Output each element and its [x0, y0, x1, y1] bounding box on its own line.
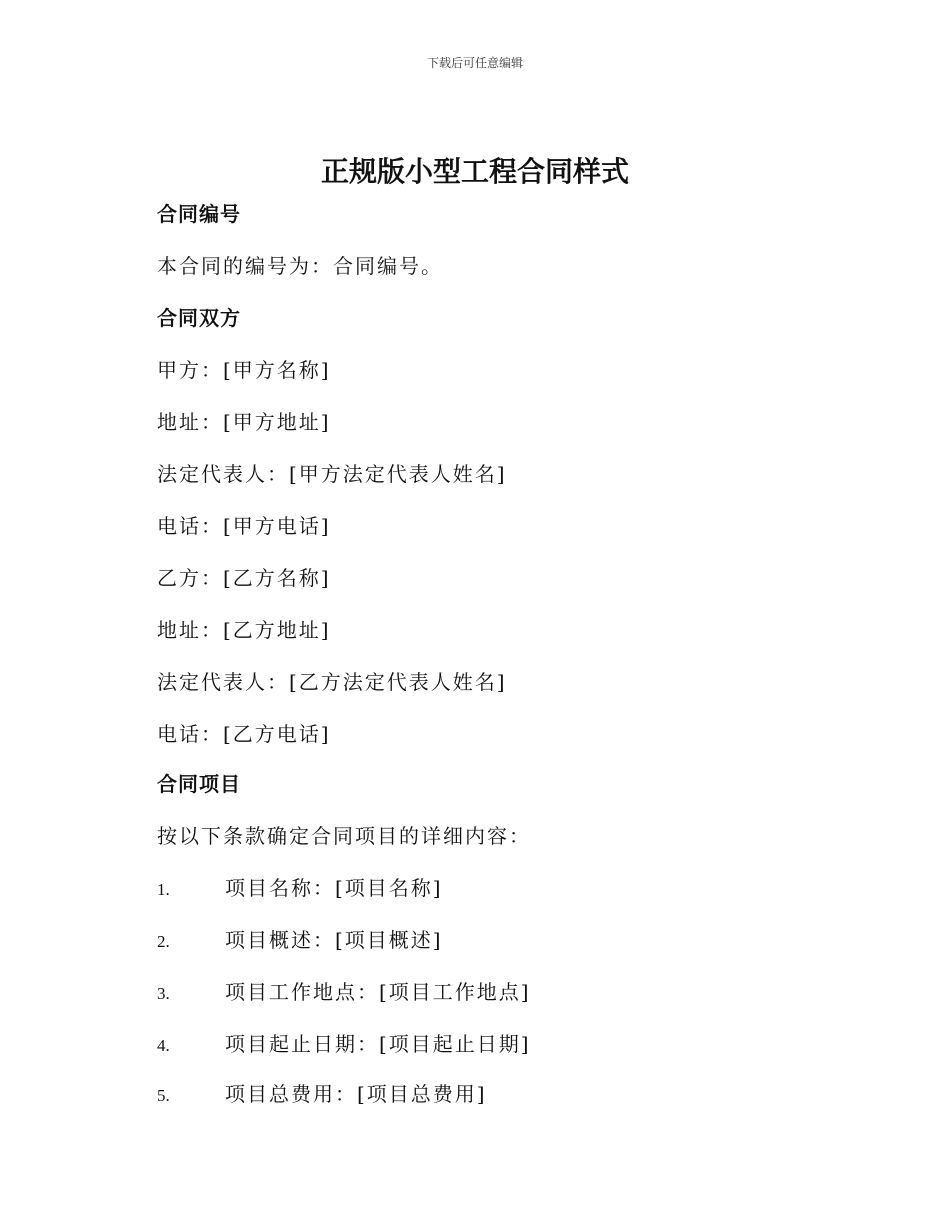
party-a-phone: 电话：[甲方电话]: [157, 514, 331, 538]
list-item-text: 项目工作地点：[项目工作地点]: [225, 980, 531, 1004]
list-item: [157, 1078, 487, 1107]
list-item-number: 1.: [157, 880, 170, 899]
list-item-text: 项目总费用：[项目总费用]: [225, 1082, 487, 1106]
list-item: [157, 976, 531, 1005]
list-item: [157, 872, 443, 901]
project-intro: 按以下条款确定合同项目的详细内容：: [157, 824, 531, 848]
list-item-text: 项目名称：[项目名称]: [225, 876, 443, 900]
section-heading-contract-number: 合同编号: [157, 202, 241, 226]
page-header: 下载后可任意编辑: [426, 56, 523, 70]
party-b-phone: 电话：[乙方电话]: [157, 722, 331, 746]
party-a-name: 甲方：[甲方名称]: [157, 358, 331, 382]
list-item-number: 3.: [157, 984, 170, 1003]
party-a-address: 地址：[甲方地址]: [157, 410, 331, 434]
list-item: [157, 924, 443, 953]
list-item-text: 项目起止日期：[项目起止日期]: [225, 1032, 531, 1056]
party-b-address: 地址：[乙方地址]: [157, 618, 331, 642]
section-heading-project: 合同项目: [157, 772, 241, 796]
list-item-number: 4.: [157, 1036, 170, 1055]
party-b-representative: 法定代表人：[乙方法定代表人姓名]: [157, 670, 507, 694]
party-a-representative: 法定代表人：[甲方法定代表人姓名]: [157, 462, 507, 486]
list-item: [157, 1028, 531, 1057]
list-item-number: 2.: [157, 932, 170, 951]
list-item-text: 项目概述：[项目概述]: [225, 928, 443, 952]
list-item-number: 5.: [157, 1086, 170, 1105]
document-title: 正规版小型工程合同样式: [320, 155, 629, 188]
contract-number-text: 本合同的编号为：合同编号。: [157, 254, 443, 278]
section-heading-parties: 合同双方: [157, 306, 241, 330]
party-b-name: 乙方：[乙方名称]: [157, 566, 331, 590]
